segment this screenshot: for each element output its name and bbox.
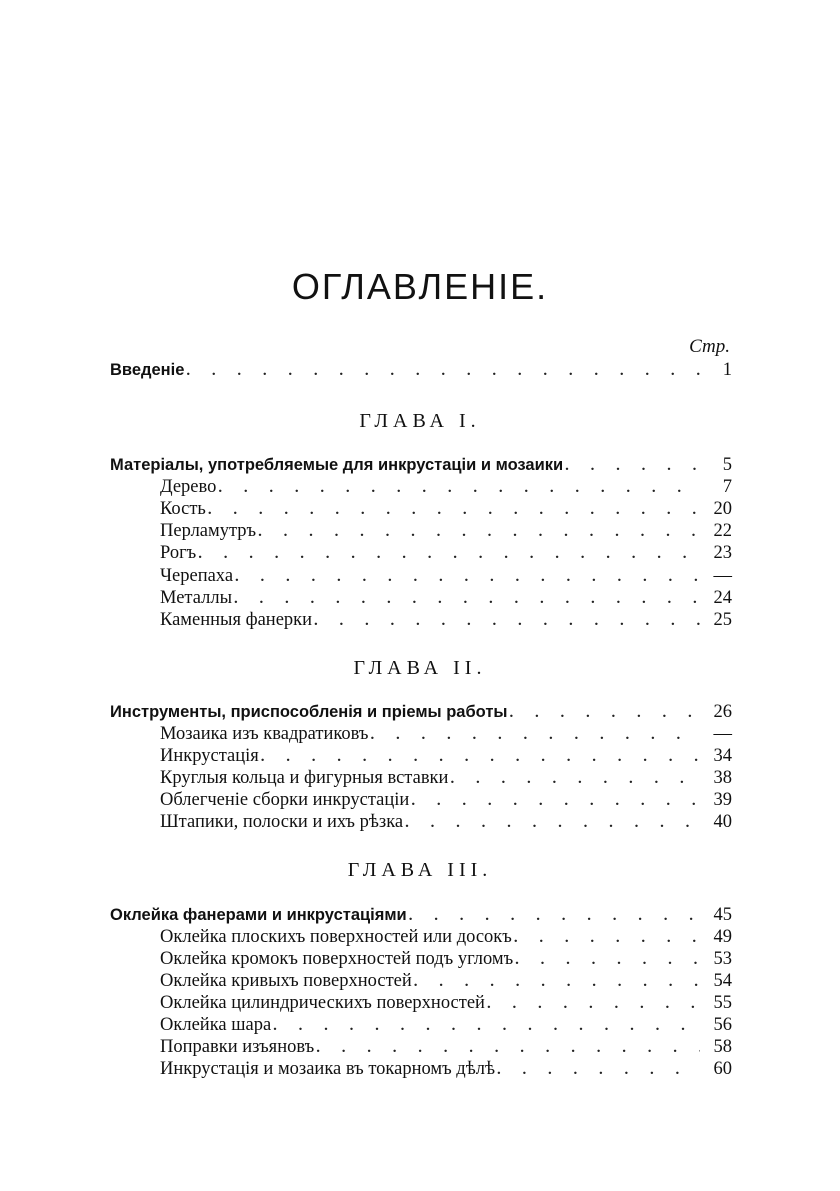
toc-entry-label: Черепаха xyxy=(160,566,234,586)
toc-entry-page: 56 xyxy=(713,1015,732,1035)
toc-entry xyxy=(160,565,732,587)
toc-entry-page: 60 xyxy=(713,1059,732,1079)
toc-entry xyxy=(160,476,732,498)
toc-entry xyxy=(160,1058,732,1080)
toc-entry-page: 40 xyxy=(713,812,732,832)
toc-entry-page: 5 xyxy=(722,455,732,475)
dot-leader xyxy=(261,746,700,768)
dot-leader xyxy=(497,1059,700,1081)
toc-entry-label: Оклейка фанерами и инкрустаціями xyxy=(110,906,407,924)
toc-entry-page: — xyxy=(713,566,732,586)
toc-entry xyxy=(160,811,732,833)
toc-entry-label: Инкрустація и мозаика въ токарномъ дѣлѣ xyxy=(160,1059,496,1079)
dot-leader xyxy=(515,949,700,971)
toc-entry-page: 58 xyxy=(713,1037,732,1057)
toc-entry-page: 26 xyxy=(713,702,732,722)
dot-leader xyxy=(208,499,700,521)
toc-entry-page: 45 xyxy=(713,905,732,925)
toc-entry-page: 20 xyxy=(713,499,732,519)
page-column-label: Стр. xyxy=(689,336,730,357)
dot-leader xyxy=(198,543,700,565)
toc-entry-label: Круглыя кольца и фигурныя вставки xyxy=(160,768,449,788)
toc-entry xyxy=(160,745,732,767)
toc-entry-label: Инкрустація xyxy=(160,746,259,766)
dot-leader xyxy=(411,790,700,812)
dot-leader xyxy=(405,812,700,834)
toc-entry-page: 54 xyxy=(713,971,732,991)
toc-entry-page: 39 xyxy=(713,790,732,810)
page-title: ОГЛАВЛЕНІЕ. xyxy=(291,266,549,307)
dot-leader xyxy=(371,724,701,746)
dot-leader xyxy=(514,927,700,949)
dot-leader xyxy=(258,521,700,543)
toc-entry-label: Кость xyxy=(160,499,206,519)
toc-entry xyxy=(160,520,732,542)
toc-entry xyxy=(160,1014,732,1036)
toc-entry-page: 25 xyxy=(713,610,732,630)
toc-entry-label: Введеніе xyxy=(110,361,185,379)
toc-entry-page: 49 xyxy=(713,927,732,947)
toc-entry-label: Перламутръ xyxy=(160,521,257,541)
chapter-heading-1: ГЛАВА I. xyxy=(359,410,481,432)
toc-entry-page: 55 xyxy=(713,993,732,1013)
toc-entry-label: Оклейка цилиндрическихъ поверхностей xyxy=(160,993,485,1013)
toc-entry-page: 24 xyxy=(713,588,732,608)
dot-leader xyxy=(218,477,700,499)
toc-entry-page: 23 xyxy=(713,543,732,563)
toc-entry-introduction xyxy=(110,359,732,381)
toc-entry-page: 34 xyxy=(713,746,732,766)
toc-entry xyxy=(160,767,732,789)
dot-leader xyxy=(414,971,700,993)
toc-entry xyxy=(160,992,732,1014)
toc-entry xyxy=(160,948,732,970)
toc-entry-page: 22 xyxy=(713,521,732,541)
toc-entry xyxy=(160,542,732,564)
toc-entry-label: Матеріалы, употребляемые для инкрустаціи и мозаики xyxy=(110,456,564,474)
toc-entry-label: Оклейка плоскихъ поверхностей или досокъ xyxy=(160,927,512,947)
toc-entry-label: Дерево xyxy=(160,477,217,497)
toc-entry-page: 1 xyxy=(722,360,732,380)
toc-entry-label: Оклейка кривыхъ поверхностей xyxy=(160,971,412,991)
toc-entry-page: 7 xyxy=(722,477,732,497)
dot-leader xyxy=(510,702,700,724)
toc-entry xyxy=(160,609,732,631)
toc-entry-label: Мозаика изъ квадратиковъ xyxy=(160,724,369,744)
toc-entry xyxy=(160,970,732,992)
toc-entry-label: Рогъ xyxy=(160,543,197,563)
dot-leader xyxy=(487,993,700,1015)
toc-entry-page: — xyxy=(713,724,732,744)
dot-leader xyxy=(234,588,700,610)
toc-entry xyxy=(160,723,732,745)
toc-chapter-1-main xyxy=(110,454,732,476)
toc-chapter-3-main xyxy=(110,904,732,926)
chapter-heading-2: ГЛАВА II. xyxy=(353,657,487,679)
dot-leader xyxy=(314,610,700,632)
toc-entry-label: Металлы xyxy=(160,588,232,608)
toc-entry xyxy=(160,1036,732,1058)
dot-leader xyxy=(409,905,700,927)
toc-entry xyxy=(160,587,732,609)
dot-leader xyxy=(235,566,700,588)
dot-leader xyxy=(273,1015,700,1037)
chapter-heading-3: ГЛАВА III. xyxy=(347,859,493,881)
toc-entry-label: Каменныя фанерки xyxy=(160,610,313,630)
toc-chapter-2-main xyxy=(110,701,732,723)
toc-entry-page: 38 xyxy=(713,768,732,788)
dot-leader xyxy=(316,1037,700,1059)
toc-entry-label: Оклейка кромокъ поверхностей подъ угломъ xyxy=(160,949,514,969)
toc-entry-label: Штапики, полоски и ихъ рѣзка xyxy=(160,812,404,832)
dot-leader xyxy=(565,455,700,477)
toc-entry-label: Облегченіе сборки инкрустаціи xyxy=(160,790,410,810)
toc-entry-page: 53 xyxy=(713,949,732,969)
toc-entry xyxy=(160,498,732,520)
toc-entry-label: Оклейка шара xyxy=(160,1015,272,1035)
dot-leader xyxy=(450,768,700,790)
toc-entry-label: Инструменты, приспособленія и пріемы работы xyxy=(110,703,508,721)
toc-entry xyxy=(160,789,732,811)
toc-entry-label: Поправки изъяновъ xyxy=(160,1037,315,1057)
toc-entry xyxy=(160,926,732,948)
dot-leader xyxy=(186,360,700,382)
